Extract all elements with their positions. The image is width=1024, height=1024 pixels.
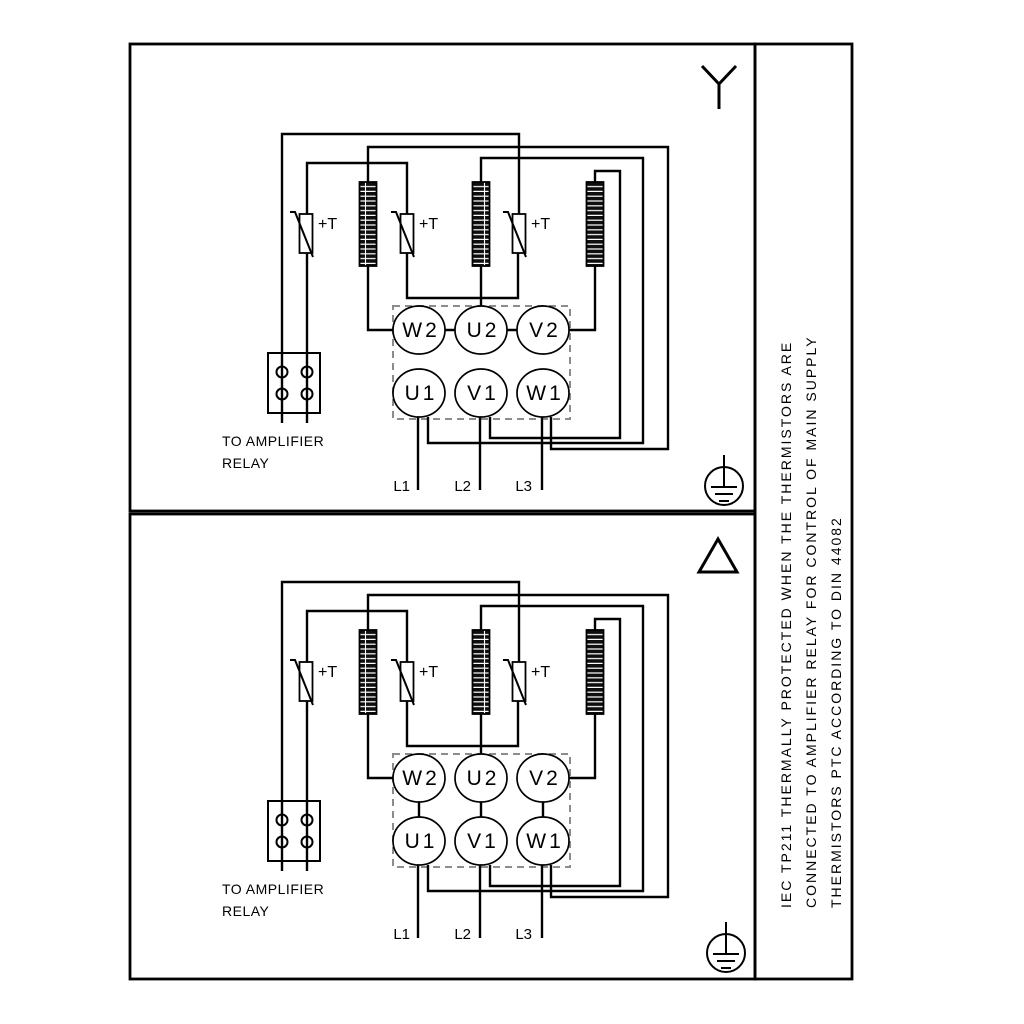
- ground-icon-bottom: [707, 922, 745, 972]
- delta-panel-wiring: [222, 582, 668, 943]
- side-note: [778, 335, 844, 908]
- delta-connection-icon: [699, 539, 737, 572]
- side-note-line2: CONNECTED TO AMPLIFIER RELAY FOR CONTROL OF MAIN SUPPLY: [803, 335, 819, 908]
- ground-icon-top: [705, 455, 743, 505]
- star-connection-icon: [702, 66, 736, 109]
- star-panel-wiring: [222, 134, 668, 495]
- delta-bridge-links: [419, 802, 543, 817]
- star-panel: [222, 66, 743, 505]
- delta-panel: [222, 539, 745, 972]
- side-note-line3: THERMISTORS PTC ACCORDING TO DIN 44082: [828, 516, 844, 908]
- side-note-line1: IEC TP211 THERMALLY PROTECTED WHEN THE THERMISTORS ARE: [778, 340, 794, 908]
